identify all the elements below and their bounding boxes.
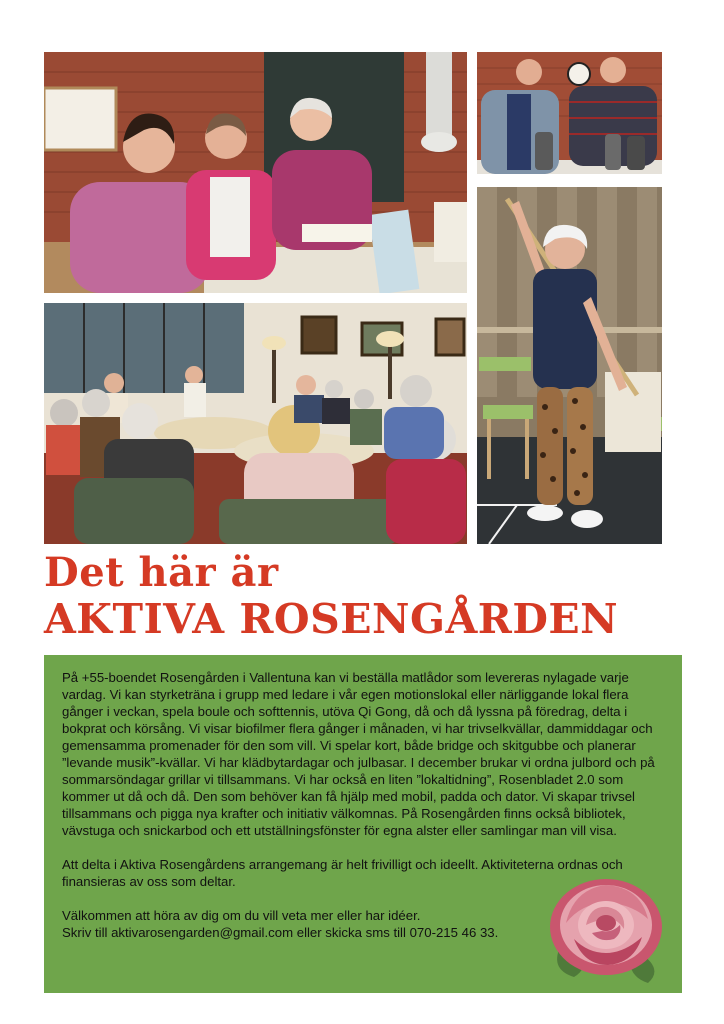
exercise-photo (477, 187, 662, 544)
rose-image (544, 873, 666, 985)
volunteers-photo (44, 52, 467, 293)
coffee-photo (477, 52, 662, 174)
headline-line-2: AKTIVA ROSENGÅRDEN (44, 595, 619, 643)
contact-line-welcome: Välkommen att höra av dig om du vill veta mer eller har idéer. (62, 908, 421, 923)
paragraph-activities: På +55-boendet Rosengården i Vallentuna kan vi beställa matlådor som levereras nylagade varje vardag. Vi kan styrketräna i grupp med ledare i vår egen motionslokal eller närliggande lokal flera gånger i veckan, spela boule och softtennis, utöva Qi Gong, då och då lyssna på föredrag, delta i bokprat och körsång. Vi visar biofilmer flera gånger i månaden, vi har trivselkvällar, dammiddagar och gemensamma promenader för den som vill. Vi spelar kort, både bridge och skitgubbe och planerar ”levande musik”-kvällar. Vi har klädbytardagar och julbasar. I december brukar vi ordna julbord och på sommarsöndagar grillar vi tillsammans. Vi har också en liten ”lokaltidning”, Rosenbladet 2.0 som kommer ut då och då. Den som behöver kan få hjälp med mobil, padda och dator. Vi skapar trivsel tillsammans och pigga nya krafter och initiativ välkomnas. På Rosengården finns också bibliotek, vävstuga och snickarbod och ett utställningsfönster för egna alster eller samlingar man vill visa. (62, 670, 655, 838)
paragraph-voluntary: Att delta i Aktiva Rosengårdens arrangemang är helt frivilligt och ideellt. Aktiviteterna ordnas och finansieras av oss som deltar. (62, 857, 623, 889)
headline-line-1: Det här är (44, 549, 279, 596)
dining-photo (44, 303, 467, 544)
info-box (44, 655, 682, 993)
contact-line-details: Skriv till aktivarosengarden@gmail.com eller skicka sms till 070-215 46 33. (62, 925, 499, 940)
